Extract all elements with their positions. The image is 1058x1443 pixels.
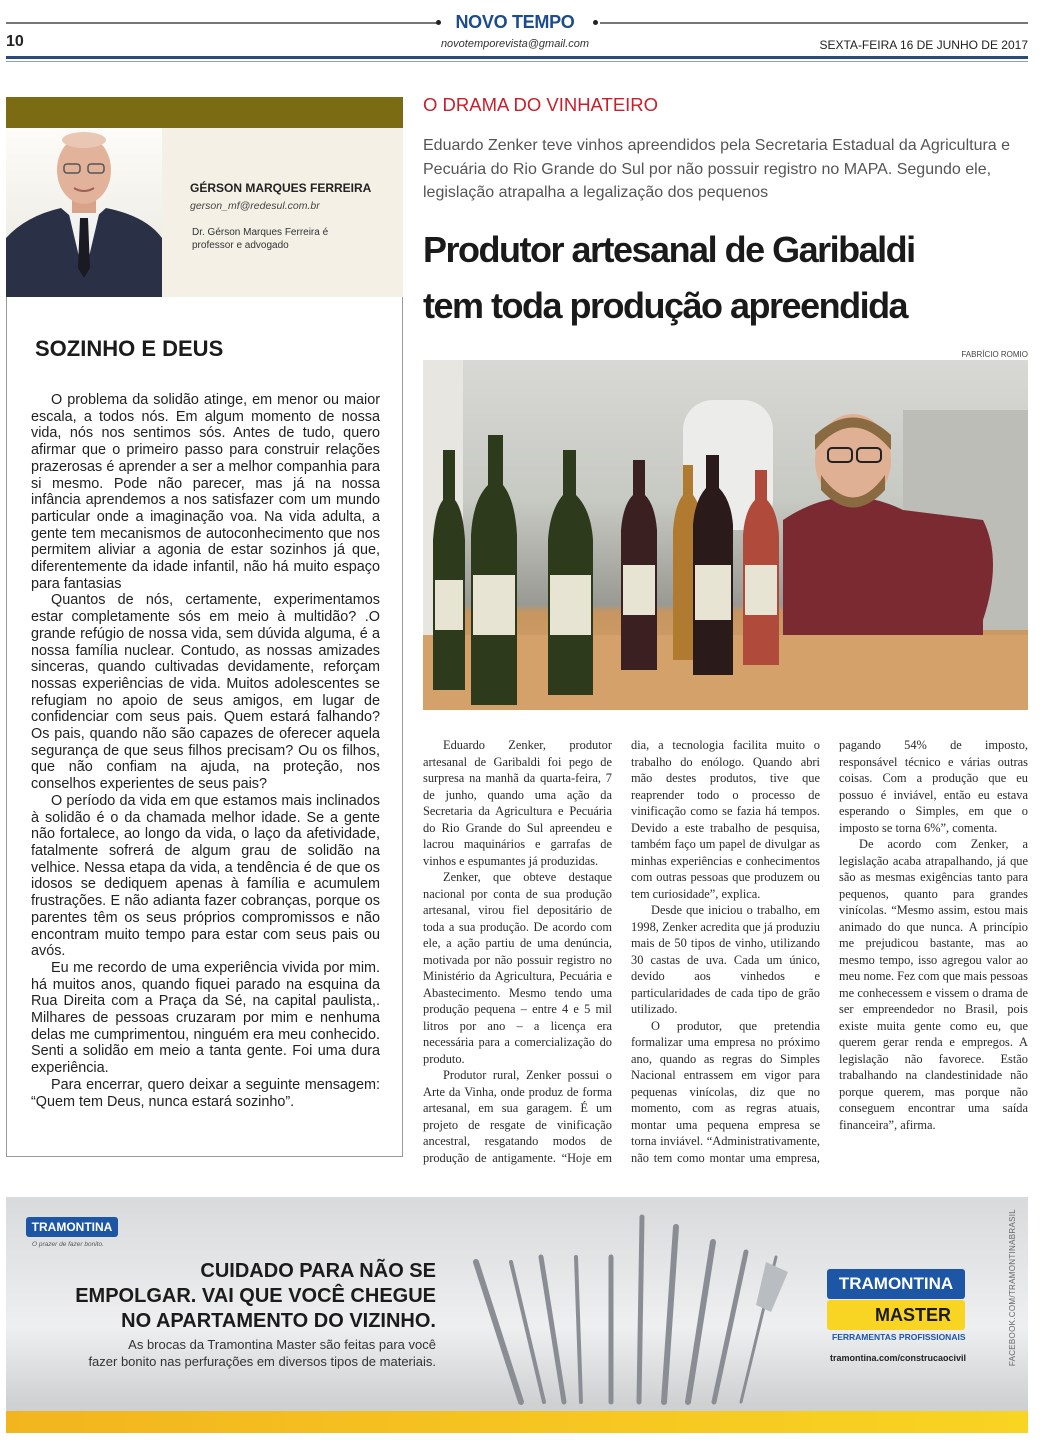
article-photo	[423, 360, 1028, 710]
ad-subtext-line: As brocas da Tramontina Master são feitas para você	[128, 1337, 436, 1352]
ad-facebook[interactable]: FACEBOOK.COM/TRAMONTINABRASIL	[1008, 1209, 1017, 1367]
ad-headline	[75, 1259, 436, 1334]
ad-headline-line: EMPOLGAR. VAI QUE VOCÊ CHEGUE	[75, 1285, 436, 1307]
tramontina-advertisement[interactable]	[6, 1197, 1028, 1433]
master-label: MASTER	[827, 1300, 965, 1330]
article-paragraph: Zenker, que obteve destaque nacional por conta de sua produção artesanal, virou fiel depositário de toda a sua produção. De acordo com ele, a ação partiu de uma denúncia, motivada por não possuir registro no Ministério da Agricultura, Pecuária e Abastecimento. Mesmo tendo uma produção pequena – entre 4 e 5 mil litros por ano – a licença era necessária para a comercialização do produto.	[423, 870, 612, 1066]
header-rule-right	[600, 22, 1028, 24]
column-paragraph: Para encerrar, quero deixar a seguinte mensagem: “Quem tem Deus, nunca estará sozinho”.	[31, 1076, 380, 1110]
header-rule-left	[6, 22, 438, 24]
ad-subtext-line: fazer bonito nas perfurações em diversos tipos de materiais.	[88, 1354, 436, 1369]
article-paragraph: Produtor rural, Zenker possui o Arte da Vinha, onde produz de forma artesanal, em sua garagem. É um projeto de resgate de vinificação ancestral, resgatando modos de produção de antigamente. “Hoje em dia, a tecnologia facilita muito o trabalho do enólogo. Quando abri mão destes produtos, tive que reaprender todo o processo de vinificação como se fazia há tempos. Devido a este trabalho de pesquisa, também faço um papel de divulgar as minhas experiências e conhecimentos com outras pessoas que produzem ou tem curiosidade”, explica.	[423, 738, 820, 1165]
ad-url[interactable]: tramontina.com/construcaocivil	[830, 1353, 967, 1363]
column-body	[31, 392, 380, 1110]
photo-credit: FABRÍCIO ROMIO	[961, 350, 1028, 359]
headline-line: Produtor artesanal de Garibaldi	[423, 229, 915, 270]
ad-tagline: O prazer de fazer bonito.	[32, 1241, 104, 1248]
author-email[interactable]: gerson_mf@redesul.com.br	[190, 200, 320, 212]
column-paragraph: O período da vida em que estamos mais inclinados à solidão é o da chamada melhor idade. Se a gente não fortalece, ao longo da vida, o laço da afetividade, fatalmente sofrerá de algum grau de solidão na velhice. Nessa etapa da vida, a tendência é de que os idosos se dediquem apenas à família e acumulem frustrações. E não adianta fazer cobranças, porque os parentes têm os seus próprios compromissos e não encontram muito tempo para estar com seus pais ou avós.	[31, 792, 380, 960]
tramontina-logo: TRAMONTINA	[26, 1217, 118, 1237]
tramontina-master-logo: TRAMONTINA	[827, 1269, 965, 1299]
contact-email[interactable]: novotemporevista@gmail.com	[440, 38, 590, 50]
header-divider-thin	[6, 61, 1028, 62]
page-number: 10	[6, 33, 24, 50]
article-paragraph: De acordo com Zenker, a legislação acaba atrapalhando, já que são as mesmas exigências tanto para pequenos, quanto para grandes vinícolas. “Mesmo assim, estou mais animado do que nunca. A princípio me prejudicou bastante, mas ao mesmo tempo, isso agregou valor ao meu nome. Fez com que mais pessoas me conhecessem e vissem o drama de ser empreendedor no Brasil, pois existe muita gente como eu, que querem gerar renda e empregos. A legislação não favorece. Estão trabalhando na clandestinidade não porque querem, mas porque não conseguem encontrar uma saída financeira”, afirma.	[839, 837, 1028, 1132]
article-body	[423, 737, 1028, 1166]
column-paragraph: O problema da solidão atinge, em menor ou maior escala, a todos nós. Em algum momento de nossa vida, nós nos sentimos sós. Antes de tudo, quero afirmar que o primeiro passo para construir relações prazerosas é aprender a ser a melhor companhia para si mesmo. Pode não parecer, mas já na nossa infância aprendemos a nos satisfazer com um mundo particular onde a imaginação voa. Na vida adulta, a gente tem mecanismos de autoconhecimento que nos permitem aliviar a agonia de estar sozinhos já que, diferentemente da idade infantil, não há muito espaço para fantasias	[31, 392, 380, 592]
column-paragraph: Eu me recordo de uma experiência vivida por mim. há muitos anos, quando fiquei parado na esquina da Rua Direita com a Praça da Sé, na capital paulista,. Milhares de pessoas cruzaram por mim e nenhuma delas me cumprimentou, ninguém era meu conhecido. Senti a solidão em meio a tanta gente. Foi uma dura experiência.	[31, 959, 380, 1077]
author-description: Dr. Gérson Marques Ferreira é professor e advogado	[192, 227, 329, 251]
ad-headline-line: NO APARTAMENTO DO VIZINHO.	[121, 1310, 436, 1332]
drill-bits-illustration	[466, 1207, 806, 1417]
header-divider	[6, 56, 1028, 59]
ad-yellow-band	[6, 1411, 1028, 1433]
article-headline	[423, 222, 1028, 334]
issue-date: SEXTA-FEIRA 16 DE JUNHO DE 2017	[819, 38, 1028, 52]
column-title: SOZINHO E DEUS	[35, 336, 224, 361]
master-subtitle: FERRAMENTAS PROFISSIONAIS	[832, 1332, 966, 1342]
article-kicker: O DRAMA DO VINHATEIRO	[423, 94, 659, 115]
headline-line: tem toda produção apreendida	[423, 285, 908, 326]
masthead: NOVO TEMPO	[455, 12, 575, 32]
column-header-bar	[6, 97, 403, 128]
column-paragraph: Quantos de nós, certamente, experimentamos estar completamente sós em meio à multidão? .O grande refúgio de nossa vida, sem dúvida alguma, é a nossa família nuclear. Contudo, as nossas amizades sinceras, quando cultivadas devidamente, reforçam nossas experiências de vida. Muitos adolescentes se refugiam no apoio de seus amigos, em lugar de confidenciar com seus pais. Quem estará falhando? Os pais, quando não são capazes de oferecer aquela segurança de que seus filhos precisam? Ou os filhos, que não confiam na ajuda, na proteção, nos conselhos experientes de seus pais?	[31, 592, 380, 793]
article-paragraph: O produtor, que pretendia formalizar uma empresa no próximo ano, quando as regras do Simples Nacional entrassem em vigor para pequenas vinícolas, diz que no momento, com as regras atuais, montar uma pequena empresa se torna inviável. “Administrativamente, não tem como montar uma empresa, pagando 54% de imposto, responsável técnico e várias outras coisas. Com a produção que eu possuo é inviável, então eu estava esperando o Simples, em que o imposto se torna 6%”, comenta.	[631, 738, 1028, 1165]
author-name: GÉRSON MARQUES FERREIRA	[190, 181, 372, 195]
article-deck: Eduardo Zenker teve vinhos apreendidos pela Secretaria Estadual da Agricultura e Pecuária do Rio Grande do Sul por não possuir registro no MAPA. Segundo ele, legislação atrapalha a legalização dos pequenos	[423, 137, 1011, 201]
ad-subtext	[88, 1336, 436, 1370]
article-paragraph: Eduardo Zenker, produtor artesanal de Garibaldi foi pego de surpresa na manhã da quarta-feira, 7 de junho, quando uma ação da Secretaria da Agricultura e Pecuária do Rio Grande do Sul apreendeu e lacrou maquinários e garrafas de vinhos e espumantes já produzidas.	[423, 738, 612, 868]
article-paragraph: Desde que iniciou o trabalho, em 1998, Zenker acredita que já produziu mais de 50 tipos de vinho, utilizando 30 castas de uva. Cada um único, devido aos vinhedos e particularidades de cada tipo de grão utilizado.	[631, 903, 820, 1016]
author-photo	[6, 128, 162, 297]
header-dot	[593, 20, 598, 25]
ad-headline-line: CUIDADO PARA NÃO SE	[200, 1260, 436, 1282]
